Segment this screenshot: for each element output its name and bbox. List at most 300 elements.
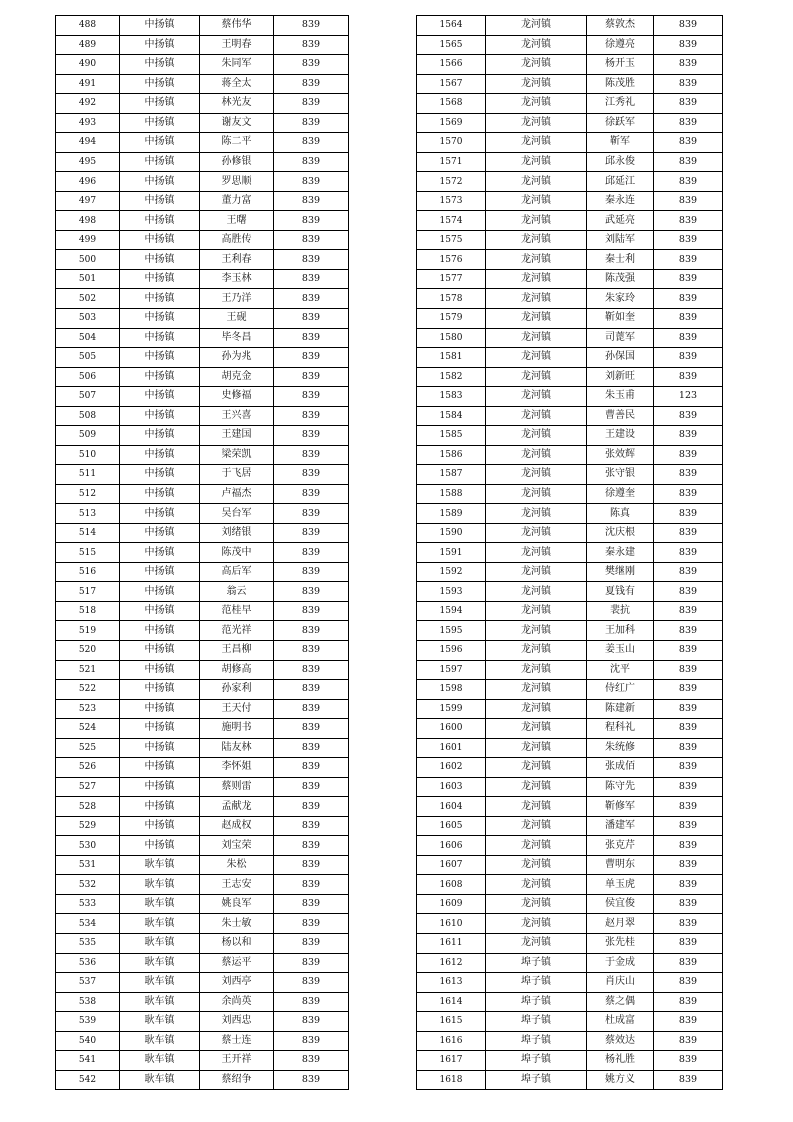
person-name-cell: 蔡绍争 [200, 1070, 274, 1090]
amount-cell: 839 [274, 113, 349, 133]
row-number-cell: 1589 [417, 504, 486, 524]
person-name-cell: 夏钱有 [587, 582, 654, 602]
row-number-cell: 519 [56, 621, 120, 641]
person-name-cell: 武延亮 [587, 211, 654, 231]
amount-cell: 839 [654, 660, 723, 680]
table-row [56, 543, 349, 563]
person-name-cell: 刘新旺 [587, 367, 654, 387]
person-name-cell: 卢福杰 [200, 484, 274, 504]
person-name-cell: 林光友 [200, 94, 274, 114]
person-name-cell: 王建国 [200, 426, 274, 446]
amount-cell: 839 [654, 308, 723, 328]
town-cell: 龙河镇 [486, 680, 587, 700]
person-name-cell: 沈平 [587, 660, 654, 680]
amount-cell: 839 [654, 836, 723, 856]
row-number-cell: 1577 [417, 269, 486, 289]
row-number-cell: 1616 [417, 1031, 486, 1051]
table-row [417, 543, 723, 563]
table-row [56, 992, 349, 1012]
row-number-cell: 542 [56, 1070, 120, 1090]
person-name-cell: 朱士敏 [200, 914, 274, 934]
table-row [417, 484, 723, 504]
table-row [56, 348, 349, 368]
person-name-cell: 罗思顺 [200, 172, 274, 192]
person-name-cell: 胡修高 [200, 660, 274, 680]
town-cell: 中扬镇 [120, 55, 200, 75]
amount-cell: 839 [274, 74, 349, 94]
row-number-cell: 1606 [417, 836, 486, 856]
table-row [56, 133, 349, 153]
amount-cell: 839 [654, 1012, 723, 1032]
row-number-cell: 1585 [417, 426, 486, 446]
town-cell: 龙河镇 [486, 719, 587, 739]
roster-table-left [55, 15, 349, 1090]
roster-table-right [416, 15, 723, 1090]
table-row [417, 74, 723, 94]
amount-cell: 839 [654, 933, 723, 953]
row-number-cell: 533 [56, 894, 120, 914]
row-number-cell: 513 [56, 504, 120, 524]
town-cell: 耿车镇 [120, 855, 200, 875]
person-name-cell: 王砚 [200, 308, 274, 328]
row-number-cell: 1603 [417, 777, 486, 797]
amount-cell: 839 [654, 816, 723, 836]
row-number-cell: 1613 [417, 973, 486, 993]
table-row [56, 465, 349, 485]
row-number-cell: 1576 [417, 250, 486, 270]
person-name-cell: 张效辉 [587, 445, 654, 465]
table-row [417, 601, 723, 621]
table-row [417, 933, 723, 953]
town-cell: 耿车镇 [120, 875, 200, 895]
amount-cell: 839 [274, 816, 349, 836]
amount-cell: 839 [654, 641, 723, 661]
town-cell: 龙河镇 [486, 74, 587, 94]
person-name-cell: 陈守先 [587, 777, 654, 797]
person-name-cell: 肖庆山 [587, 973, 654, 993]
row-number-cell: 1614 [417, 992, 486, 1012]
town-cell: 龙河镇 [486, 699, 587, 719]
amount-cell: 839 [654, 484, 723, 504]
amount-cell: 839 [654, 582, 723, 602]
table-row [417, 1070, 723, 1090]
amount-cell: 839 [274, 16, 349, 36]
person-name-cell: 谢友文 [200, 113, 274, 133]
person-name-cell: 杜成富 [587, 1012, 654, 1032]
town-cell: 龙河镇 [486, 406, 587, 426]
town-cell: 龙河镇 [486, 308, 587, 328]
table-row [56, 758, 349, 778]
town-cell: 龙河镇 [486, 113, 587, 133]
row-number-cell: 523 [56, 699, 120, 719]
table-row [56, 699, 349, 719]
person-name-cell: 程科礼 [587, 719, 654, 739]
table-row [417, 269, 723, 289]
roster-table-right-body [417, 16, 723, 1090]
town-cell: 龙河镇 [486, 367, 587, 387]
amount-cell: 839 [654, 191, 723, 211]
town-cell: 龙河镇 [486, 582, 587, 602]
person-name-cell: 王明春 [200, 35, 274, 55]
amount-cell: 839 [274, 445, 349, 465]
person-name-cell: 邱永俊 [587, 152, 654, 172]
person-name-cell: 朱家玲 [587, 289, 654, 309]
table-row [56, 836, 349, 856]
person-name-cell: 高胜传 [200, 230, 274, 250]
amount-cell: 839 [274, 387, 349, 407]
row-number-cell: 508 [56, 406, 120, 426]
town-cell: 龙河镇 [486, 641, 587, 661]
table-row [56, 484, 349, 504]
person-name-cell: 刘宝荣 [200, 836, 274, 856]
amount-cell: 839 [274, 855, 349, 875]
town-cell: 龙河镇 [486, 172, 587, 192]
table-row [56, 1070, 349, 1090]
town-cell: 龙河镇 [486, 933, 587, 953]
table-row [56, 777, 349, 797]
row-number-cell: 521 [56, 660, 120, 680]
person-name-cell: 徐遵亮 [587, 35, 654, 55]
town-cell: 中扬镇 [120, 348, 200, 368]
row-number-cell: 497 [56, 191, 120, 211]
person-name-cell: 杨开玉 [587, 55, 654, 75]
table-row [56, 55, 349, 75]
town-cell: 龙河镇 [486, 152, 587, 172]
person-name-cell: 史修福 [200, 387, 274, 407]
town-cell: 龙河镇 [486, 269, 587, 289]
amount-cell: 839 [654, 1070, 723, 1090]
town-cell: 龙河镇 [486, 35, 587, 55]
table-row [417, 523, 723, 543]
person-name-cell: 朱玉甫 [587, 387, 654, 407]
amount-cell: 839 [654, 406, 723, 426]
person-name-cell: 赵成权 [200, 816, 274, 836]
row-number-cell: 517 [56, 582, 120, 602]
table-row [56, 367, 349, 387]
table-row [56, 94, 349, 114]
amount-cell: 839 [654, 875, 723, 895]
row-number-cell: 1568 [417, 94, 486, 114]
row-number-cell: 1565 [417, 35, 486, 55]
table-row [417, 133, 723, 153]
row-number-cell: 507 [56, 387, 120, 407]
row-number-cell: 540 [56, 1031, 120, 1051]
row-number-cell: 512 [56, 484, 120, 504]
table-row [417, 113, 723, 133]
row-number-cell: 505 [56, 348, 120, 368]
row-number-cell: 1601 [417, 738, 486, 758]
amount-cell: 839 [654, 621, 723, 641]
town-cell: 中扬镇 [120, 719, 200, 739]
town-cell: 埠子镇 [486, 1070, 587, 1090]
row-number-cell: 1573 [417, 191, 486, 211]
town-cell: 耿车镇 [120, 1070, 200, 1090]
amount-cell: 839 [654, 1051, 723, 1071]
table-row [56, 562, 349, 582]
amount-cell: 839 [654, 680, 723, 700]
town-cell: 龙河镇 [486, 387, 587, 407]
row-number-cell: 502 [56, 289, 120, 309]
table-row [56, 269, 349, 289]
row-number-cell: 1588 [417, 484, 486, 504]
amount-cell: 839 [274, 269, 349, 289]
table-row [417, 621, 723, 641]
town-cell: 中扬镇 [120, 426, 200, 446]
town-cell: 埠子镇 [486, 973, 587, 993]
person-name-cell: 司蓖军 [587, 328, 654, 348]
person-name-cell: 余尚英 [200, 992, 274, 1012]
town-cell: 中扬镇 [120, 660, 200, 680]
town-cell: 龙河镇 [486, 16, 587, 36]
amount-cell: 839 [274, 328, 349, 348]
row-number-cell: 493 [56, 113, 120, 133]
town-cell: 中扬镇 [120, 641, 200, 661]
row-number-cell: 520 [56, 641, 120, 661]
person-name-cell: 蔡则雷 [200, 777, 274, 797]
row-number-cell: 1596 [417, 641, 486, 661]
person-name-cell: 秦士利 [587, 250, 654, 270]
person-name-cell: 王天付 [200, 699, 274, 719]
person-name-cell: 姚良军 [200, 894, 274, 914]
town-cell: 龙河镇 [486, 836, 587, 856]
person-name-cell: 刘绪银 [200, 523, 274, 543]
amount-cell: 839 [274, 230, 349, 250]
person-name-cell: 靳军 [587, 133, 654, 153]
town-cell: 龙河镇 [486, 465, 587, 485]
person-name-cell: 徐跃军 [587, 113, 654, 133]
table-row [56, 894, 349, 914]
amount-cell: 839 [654, 562, 723, 582]
town-cell: 龙河镇 [486, 875, 587, 895]
person-name-cell: 靳修军 [587, 797, 654, 817]
town-cell: 中扬镇 [120, 523, 200, 543]
person-name-cell: 吴台军 [200, 504, 274, 524]
amount-cell: 839 [654, 445, 723, 465]
row-number-cell: 527 [56, 777, 120, 797]
town-cell: 龙河镇 [486, 894, 587, 914]
town-cell: 埠子镇 [486, 992, 587, 1012]
amount-cell: 839 [654, 699, 723, 719]
amount-cell: 839 [274, 523, 349, 543]
table-row [56, 680, 349, 700]
table-row [417, 875, 723, 895]
table-row [56, 797, 349, 817]
amount-cell: 839 [654, 465, 723, 485]
town-cell: 龙河镇 [486, 601, 587, 621]
amount-cell: 839 [654, 601, 723, 621]
amount-cell: 839 [274, 641, 349, 661]
amount-cell: 839 [274, 465, 349, 485]
amount-cell: 839 [274, 543, 349, 563]
person-name-cell: 靳如奎 [587, 308, 654, 328]
town-cell: 中扬镇 [120, 680, 200, 700]
table-row [417, 894, 723, 914]
person-name-cell: 潘建军 [587, 816, 654, 836]
town-cell: 龙河镇 [486, 758, 587, 778]
row-number-cell: 1584 [417, 406, 486, 426]
town-cell: 龙河镇 [486, 289, 587, 309]
row-number-cell: 1583 [417, 387, 486, 407]
row-number-cell: 1571 [417, 152, 486, 172]
row-number-cell: 1582 [417, 367, 486, 387]
person-name-cell: 董力富 [200, 191, 274, 211]
amount-cell: 123 [654, 387, 723, 407]
amount-cell: 839 [274, 875, 349, 895]
town-cell: 龙河镇 [486, 855, 587, 875]
person-name-cell: 王建设 [587, 426, 654, 446]
person-name-cell: 于飞居 [200, 465, 274, 485]
row-number-cell: 1566 [417, 55, 486, 75]
person-name-cell: 孙保国 [587, 348, 654, 368]
row-number-cell: 536 [56, 953, 120, 973]
amount-cell: 839 [654, 973, 723, 993]
person-name-cell: 于金成 [587, 953, 654, 973]
row-number-cell: 504 [56, 328, 120, 348]
amount-cell: 839 [654, 348, 723, 368]
table-row [417, 94, 723, 114]
row-number-cell: 526 [56, 758, 120, 778]
roster-table-left-body [56, 16, 349, 1090]
person-name-cell: 高后军 [200, 562, 274, 582]
town-cell: 埠子镇 [486, 1051, 587, 1071]
table-row [417, 855, 723, 875]
table-row [417, 992, 723, 1012]
person-name-cell: 蔡伟华 [200, 16, 274, 36]
person-name-cell: 邱延江 [587, 172, 654, 192]
amount-cell: 839 [274, 582, 349, 602]
town-cell: 中扬镇 [120, 387, 200, 407]
amount-cell: 839 [654, 74, 723, 94]
row-number-cell: 524 [56, 719, 120, 739]
row-number-cell: 503 [56, 308, 120, 328]
person-name-cell: 樊继刚 [587, 562, 654, 582]
amount-cell: 839 [654, 758, 723, 778]
town-cell: 中扬镇 [120, 816, 200, 836]
town-cell: 龙河镇 [486, 738, 587, 758]
amount-cell: 839 [274, 992, 349, 1012]
table-row [56, 250, 349, 270]
town-cell: 中扬镇 [120, 211, 200, 231]
amount-cell: 839 [654, 992, 723, 1012]
row-number-cell: 516 [56, 562, 120, 582]
row-number-cell: 1612 [417, 953, 486, 973]
person-name-cell: 沈庆根 [587, 523, 654, 543]
row-number-cell: 515 [56, 543, 120, 563]
table-row [417, 308, 723, 328]
table-row [56, 875, 349, 895]
table-row [417, 953, 723, 973]
row-number-cell: 1569 [417, 113, 486, 133]
row-number-cell: 1594 [417, 601, 486, 621]
amount-cell: 839 [274, 504, 349, 524]
row-number-cell: 490 [56, 55, 120, 75]
town-cell: 龙河镇 [486, 191, 587, 211]
town-cell: 中扬镇 [120, 74, 200, 94]
table-row [56, 191, 349, 211]
town-cell: 中扬镇 [120, 113, 200, 133]
row-number-cell: 1609 [417, 894, 486, 914]
row-number-cell: 488 [56, 16, 120, 36]
table-row [56, 933, 349, 953]
person-name-cell: 施明书 [200, 719, 274, 739]
table-row [56, 914, 349, 934]
amount-cell: 839 [654, 16, 723, 36]
row-number-cell: 1590 [417, 523, 486, 543]
amount-cell: 839 [274, 719, 349, 739]
amount-cell: 839 [274, 1051, 349, 1071]
amount-cell: 839 [654, 543, 723, 563]
town-cell: 中扬镇 [120, 94, 200, 114]
person-name-cell: 刘西亭 [200, 973, 274, 993]
town-cell: 中扬镇 [120, 250, 200, 270]
row-number-cell: 1597 [417, 660, 486, 680]
person-name-cell: 王志安 [200, 875, 274, 895]
person-name-cell: 孙修银 [200, 152, 274, 172]
row-number-cell: 506 [56, 367, 120, 387]
row-number-cell: 501 [56, 269, 120, 289]
table-row [56, 74, 349, 94]
row-number-cell: 1611 [417, 933, 486, 953]
row-number-cell: 530 [56, 836, 120, 856]
row-number-cell: 539 [56, 1012, 120, 1032]
person-name-cell: 孟献龙 [200, 797, 274, 817]
table-row [56, 387, 349, 407]
town-cell: 龙河镇 [486, 230, 587, 250]
person-name-cell: 王乃洋 [200, 289, 274, 309]
person-name-cell: 陈茂中 [200, 543, 274, 563]
table-row [56, 426, 349, 446]
town-cell: 中扬镇 [120, 230, 200, 250]
amount-cell: 839 [274, 758, 349, 778]
person-name-cell: 陆友林 [200, 738, 274, 758]
town-cell: 龙河镇 [486, 94, 587, 114]
amount-cell: 839 [654, 504, 723, 524]
person-name-cell: 王加科 [587, 621, 654, 641]
table-row [417, 816, 723, 836]
town-cell: 埠子镇 [486, 953, 587, 973]
amount-cell: 839 [654, 797, 723, 817]
person-name-cell: 张成佰 [587, 758, 654, 778]
table-row [417, 699, 723, 719]
amount-cell: 839 [274, 1012, 349, 1032]
table-row [417, 914, 723, 934]
amount-cell: 839 [654, 855, 723, 875]
amount-cell: 839 [654, 269, 723, 289]
table-row [56, 523, 349, 543]
row-number-cell: 522 [56, 680, 120, 700]
table-row [417, 35, 723, 55]
amount-cell: 839 [274, 777, 349, 797]
table-row [56, 152, 349, 172]
person-name-cell: 李怀姐 [200, 758, 274, 778]
table-row [417, 426, 723, 446]
table-row [56, 641, 349, 661]
table-row [417, 348, 723, 368]
row-number-cell: 491 [56, 74, 120, 94]
town-cell: 中扬镇 [120, 367, 200, 387]
person-name-cell: 王兴喜 [200, 406, 274, 426]
row-number-cell: 1600 [417, 719, 486, 739]
table-row [56, 1051, 349, 1071]
town-cell: 龙河镇 [486, 250, 587, 270]
row-number-cell: 1567 [417, 74, 486, 94]
row-number-cell: 1595 [417, 621, 486, 641]
amount-cell: 839 [274, 562, 349, 582]
row-number-cell: 529 [56, 816, 120, 836]
row-number-cell: 1592 [417, 562, 486, 582]
table-row [417, 289, 723, 309]
amount-cell: 839 [654, 230, 723, 250]
